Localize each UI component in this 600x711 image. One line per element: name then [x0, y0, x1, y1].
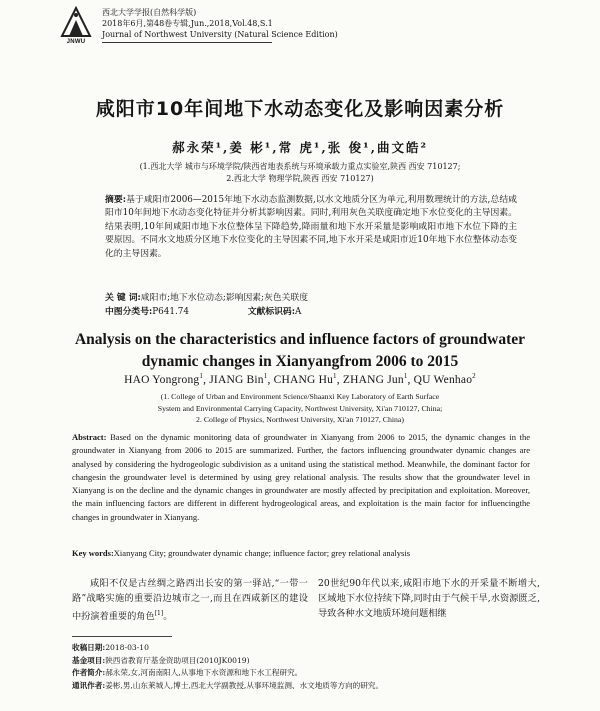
cn-affil-1: (1.西北大学 城市与环境学院/陕西省地表系统与环境承载力重点实验室,陕西 西安 710127;	[139, 162, 461, 171]
cn-abstract	[105, 194, 517, 261]
en-abstract-label: Abstract:	[72, 432, 107, 442]
body-column-right: 20世纪90年代以来,咸阳市地下水的开采量不断增大,区域地下水位持续下降,同时由于气候干旱,水资源匮乏,导致各种水文地质环境问题相继	[318, 578, 540, 619]
cn-authors: 郝永荣¹,姜 彬¹,常 虎¹,张 俊¹,曲文皓²	[172, 140, 428, 155]
header-rule	[102, 42, 272, 43]
author-bio-text: 郝永荣,女,河南南阳人,从事地下水资源和地下水工程研究。	[105, 668, 303, 677]
journal-logo-icon	[58, 6, 94, 48]
cn-abstract-label: 摘要:	[105, 195, 127, 205]
clc-code	[105, 307, 217, 317]
footnote-received	[72, 642, 540, 655]
en-author-sup: 2	[472, 372, 476, 380]
cn-abstract-text: 基于咸阳市2006—2015年地下水动态监测数据,以水文地质分区为单元,利用数理统计的方法,总结咸阳市10年间地下水动态变化特征并分析其影响因素。同时,利用灰色关联度确定地下水位变化的主导因素。结果表明,10年间咸阳市地下水位整体呈下降趋势,降雨量和地下水开采量是影响咸阳市地下水位下降的主要原因。不同水文地质分区地下水位变化的主导因素不同,地下水开采是咸阳市近10年地下水位整体动态变化的主导因素。	[105, 195, 517, 259]
en-affiliations	[0, 391, 600, 426]
cn-keywords-label: 关 键 词:	[105, 293, 141, 303]
logo-caption: JNWU	[66, 39, 86, 45]
en-abstract	[72, 431, 530, 524]
journal-header	[58, 6, 548, 48]
cn-affiliations	[0, 161, 600, 185]
footnotes	[72, 642, 540, 692]
received-date: 2018-03-10	[105, 643, 149, 652]
fund-text: 陕西省教育厅基金资助项目(2010JK0019)	[105, 655, 250, 665]
cn-keywords	[105, 292, 517, 305]
en-author-sup: 1	[199, 372, 204, 380]
received-label: 收稿日期:	[72, 643, 106, 652]
footnote-corresponding	[72, 680, 540, 693]
cn-classification	[105, 306, 517, 319]
en-author-sup: 1	[263, 372, 268, 380]
corr-text: 姜彬,男,山东莱城人,博士,西北大学副教授,从事环境监测、水文地质等方向的研究。	[105, 680, 384, 690]
footnote-author	[72, 667, 540, 680]
en-affil-2: System and Environmental Carrying Capacity, Northwest University, Xi'an 710127, China;	[157, 403, 443, 413]
en-affil-1: (1. College of Urban and Environment Science/Shaanxi Key Laboratory of Earth Surface	[160, 392, 440, 401]
doc-label: 文献标识码:	[247, 307, 295, 317]
en-authors: HAO Yongrong$^1$, JIANG Bin$^1$, CHANG Hu$^1$, ZHANG Jun$^1$, QU Wenhao$^2$	[124, 372, 476, 386]
en-affil-3: 2. College of Physics, Northwest University, Xi'an 710127, China)	[196, 415, 404, 424]
en-author: HAO Yongrong	[124, 373, 200, 386]
en-keywords-text: Xianyang City; groundwater dynamic change; influence factor; grey relational analysis	[113, 548, 411, 558]
journal-issue: 2018年6月,第48卷专辑,Jun.,2018,Vol.48,S.1	[102, 19, 273, 28]
corr-label: 通讯作者:	[72, 680, 106, 690]
en-author: JIANG Bin	[209, 373, 264, 386]
cn-title: 咸阳市10年间地下水动态变化及影响因素分析	[95, 98, 505, 120]
journal-name-cn: 西北大学学报(自然科学版)	[102, 8, 197, 17]
fund-label: 基金项目:	[72, 655, 106, 665]
body-column-left	[72, 576, 308, 624]
clc-value: P641.74	[152, 307, 189, 317]
en-author-sup: 1	[403, 372, 408, 380]
footnote-fund	[72, 655, 540, 668]
doc-code	[248, 307, 330, 317]
citation-ref: [1]	[154, 610, 164, 617]
journal-name-en: Journal of Northwest University (Natural Science Edition)	[102, 30, 338, 39]
en-author: CHANG Hu	[273, 373, 334, 386]
en-author: QU Wenhao	[413, 373, 473, 386]
en-abstract-text: Based on the dynamic monitoring data of groundwater in Xianyang from 2006 to 2015, the dynamic changes in the groundwater in Xianyang from 2006 to 2015 are summarized. Further, the factors influencing groundwater dynamic changes are analysed by considering the hydrogeologic subdivision as a unitand using the statistical method. Meanwhile, the dominant factor for changesin the groundwater level is determined by using grey relational analysis. The results show that the groundwater level in Xianyang is on the decline and the dynamic changes in groundwater are mostly affected by precipitation and exploitation. Moreover, the main influencing factors are different in different hydrogeological areas, and exploitation is the main factor for influencingthe changes in groundwater in Xianyang.	[72, 432, 530, 522]
en-author: ZHANG Jun	[342, 373, 404, 386]
clc-label: 中图分类号:	[105, 307, 153, 317]
en-author-sup: 1	[333, 372, 337, 380]
author-bio-label: 作者简介:	[72, 668, 106, 677]
en-keywords-label: Key words:	[72, 548, 114, 558]
body-left-end: 。	[163, 611, 173, 623]
cn-keywords-text: 咸阳市;地下水位动态;影响因素;灰色关联度	[140, 293, 309, 303]
en-title: Analysis on the characteristics and influence factors of groundwater dynamic changes in Xianyangfrom 2006 to 2015	[74, 331, 526, 370]
body-left-text: 咸阳不仅是古丝绸之路西出长安的第一驿站,“一带一路”战略实施的重要沿边城市之一,而且在西咸新区的建设中扮演着重要的角色	[72, 578, 308, 623]
doc-value: A	[294, 307, 302, 317]
en-keywords	[72, 547, 530, 559]
footnote-rule	[72, 636, 172, 637]
cn-affil-2: 2.西北大学 物理学院,陕西 西安 710127)	[226, 174, 374, 183]
